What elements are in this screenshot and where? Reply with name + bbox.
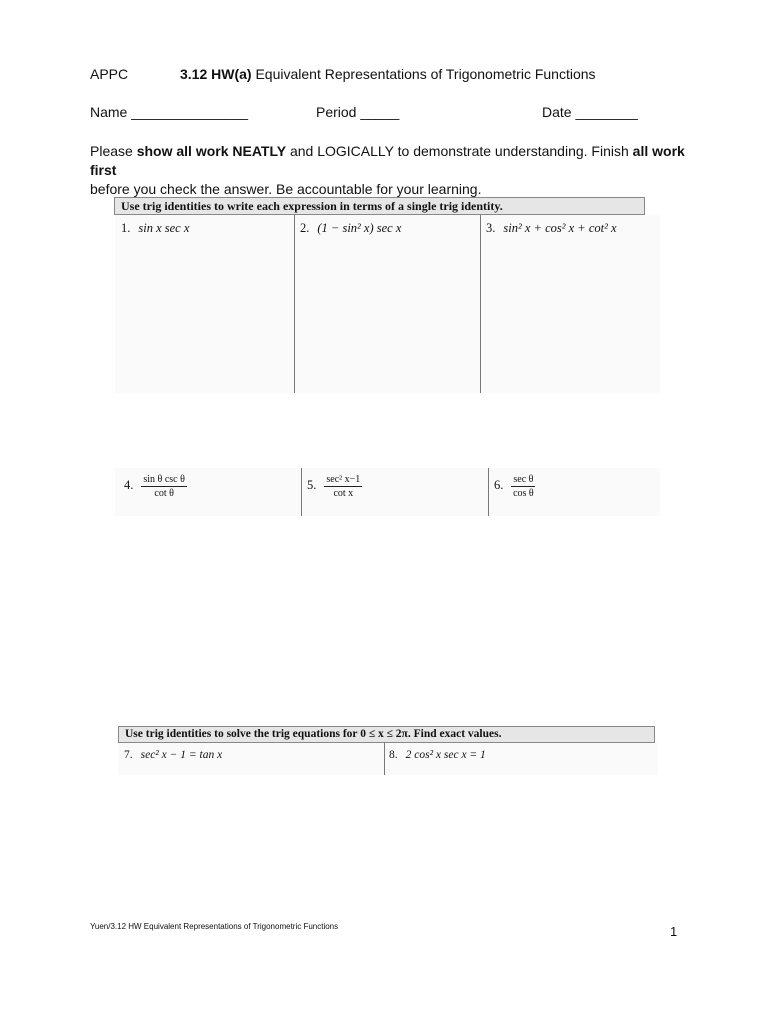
fraction-row-area bbox=[115, 468, 660, 516]
problem-7-number: 7. bbox=[124, 749, 133, 761]
page-title bbox=[180, 66, 596, 82]
problem-3 bbox=[486, 221, 617, 236]
problem-2-expr: (1 − sin² x) sec x bbox=[317, 221, 402, 235]
problem-8 bbox=[389, 749, 486, 761]
instr-bold-2: NEATLY bbox=[228, 143, 287, 159]
section1-title: Use trig identities to write each expression in terms of a single trig identity. bbox=[114, 197, 645, 215]
problem-4-denominator: cot θ bbox=[154, 488, 174, 499]
problem-5-numerator: sec² x−1 bbox=[326, 474, 361, 485]
instr-text-1: Please bbox=[90, 143, 137, 159]
instr-text-3: before you check the answer. Be accountable for your learning. bbox=[90, 181, 482, 197]
problem-8-number: 8. bbox=[389, 749, 398, 761]
problem-1-number: 1. bbox=[121, 221, 131, 235]
section1-work-area bbox=[115, 215, 660, 393]
problem-5 bbox=[307, 474, 362, 499]
date-field: Date ________ bbox=[542, 104, 638, 120]
title-bold: 3.12 HW(a) bbox=[180, 66, 252, 82]
problem-2 bbox=[300, 221, 401, 236]
problem-4-fraction bbox=[141, 474, 187, 499]
problem-5-number: 5. bbox=[307, 478, 317, 493]
section2-divider bbox=[384, 742, 385, 775]
problem-2-number: 2. bbox=[300, 221, 310, 235]
problem-5-fraction bbox=[324, 474, 362, 499]
section1-divider-1 bbox=[294, 215, 295, 393]
problem-6 bbox=[494, 474, 535, 499]
problem-6-numerator: sec θ bbox=[513, 474, 534, 485]
problem-6-denominator: cos θ bbox=[513, 488, 534, 499]
problem-1 bbox=[121, 221, 189, 236]
instr-text-2: and LOGICALLY to demonstrate understanding. Finish bbox=[286, 143, 633, 159]
problem-7-expr: sec² x − 1 = tan x bbox=[140, 749, 223, 761]
footer-text: Yuen/3.12 HW Equivalent Representations of Trigonometric Functions bbox=[90, 922, 339, 931]
section2-title: Use trig identities to solve the trig equations for 0 ≤ x ≤ 2π. Find exact values. bbox=[118, 726, 655, 743]
problem-1-expr: sin x sec x bbox=[138, 221, 190, 235]
title-rest: Equivalent Representations of Trigonometric Functions bbox=[251, 66, 596, 82]
problem-5-denominator: cot x bbox=[333, 488, 354, 499]
problem-3-number: 3. bbox=[486, 221, 496, 235]
instr-bold-1: show all work bbox=[136, 143, 229, 159]
problem-6-number: 6. bbox=[494, 478, 504, 493]
problem-4 bbox=[124, 474, 187, 499]
problem-4-number: 4. bbox=[124, 478, 134, 493]
problem-8-expr: 2 cos² x sec x = 1 bbox=[405, 749, 486, 761]
problem-6-fraction bbox=[511, 474, 535, 499]
page-number: 1 bbox=[670, 924, 678, 939]
fraction-divider-2 bbox=[488, 468, 489, 516]
problem-4-numerator: sin θ csc θ bbox=[143, 474, 185, 485]
problem-7 bbox=[124, 749, 222, 761]
problem-3-expr: sin² x + cos² x + cot² x bbox=[503, 221, 617, 235]
period-field: Period _____ bbox=[316, 104, 400, 120]
instructions bbox=[90, 142, 710, 199]
section1-divider-2 bbox=[480, 215, 481, 393]
fraction-divider-1 bbox=[301, 468, 302, 516]
name-field: Name _______________ bbox=[90, 104, 249, 120]
course-label: APPC bbox=[90, 66, 129, 82]
instr-bold-3: all work first bbox=[90, 143, 685, 178]
